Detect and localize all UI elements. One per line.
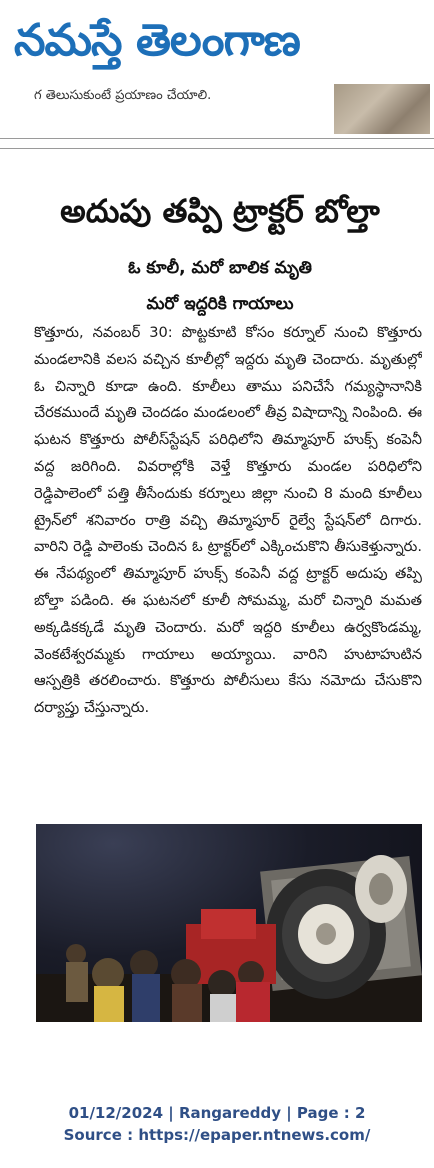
previous-article-fragment: గ తెలుసుకుంటే ప్రయాణం చేయాలి. — [34, 88, 212, 103]
footer-date-edition: 01/12/2024 | Rangareddy | Page : 2 — [68, 1104, 366, 1122]
article-body: కొత్తూరు, నవంబర్ 30: పొట్టకూటి కోసం కర్నూల్ నుంచి కొత్తూరు మండలానికి వలస వచ్చిన కూలీల్లో ఇద్దరు మృతి చెందారు. మృతుల్లో ఓ చిన్నారి కూడా ఉంది. కూలీలు తాము పనిచేసే గమ్యస్థానానికి చేరకముందే మృతి చెందడం మండలంలో తీవ్ర విషాదాన్ని నింపింది. ఈ ఘటన కొత్తూరు పోలీస్‌స్టేషన్ పరిధిలోని తిమ్మాపూర్ హుక్స్ కంపెనీ వద్ద జరిగింది. వివరాల్లోకి వెళ్తే కొత్తూరు మండల పరిధిలోని రెడ్డిపాలెంలో పత్తి తీసేందుకు కర్నూలు జిల్లా నుంచి 8 మంది కూలీలు ట్రైన్‌లో శనివారం రాత్రి వచ్చి తిమ్మాపూర్ రైల్వే స్టేషన్‌లో దిగారు. వారిని రెడ్డి పాలెంకు చెందిన ఓ ట్రాక్టర్‌లో ఎక్కించుకొని తీసుకెళ్తున్నారు. ఈ నేపథ్యంలో తిమ్మాపూర్ హుక్స్ కంపెనీ వద్ద ట్రాక్టర్ అదుపు తప్పి బోల్తా పడింది. ఈ ఘటనలో కూలీ సోమమ్మ, మరో చిన్నారి మమత అక్కడికక్కడే మృతి చెందారు. మరో ఇద్దరి కూలీలు ఉర్వకొండమ్మ, వెంకటేశ్వరమ్మకు గాయాలు అయ్యాయి. వారిని హుటాహుటిన ఆస్పత్రికి తరలించారు. కొత్తూరు పోలీసులు కేసు నమోదు చేసుకొని దర్యాప్తు చేస్తున్నారు. — [34, 324, 422, 717]
article-headline: అదుపు తప్పి ట్రాక్టర్ బోల్తా — [60, 192, 380, 230]
previous-article-photo — [334, 84, 430, 134]
top-divider-secondary — [0, 148, 434, 149]
accident-photo-illustration — [36, 824, 422, 1022]
article-subheadline-2: మరో ఇద్దరికి గాయాలు — [146, 294, 294, 314]
article-subheadline-1: ఓ కూలీ, మరో బాలిక మృతి — [128, 258, 312, 278]
newspaper-masthead: నమస్తే తెలంగాణ — [14, 15, 300, 66]
top-divider — [0, 138, 434, 139]
footer-source: Source : https://epaper.ntnews.com/ — [63, 1126, 371, 1144]
accident-photo — [36, 824, 422, 1022]
